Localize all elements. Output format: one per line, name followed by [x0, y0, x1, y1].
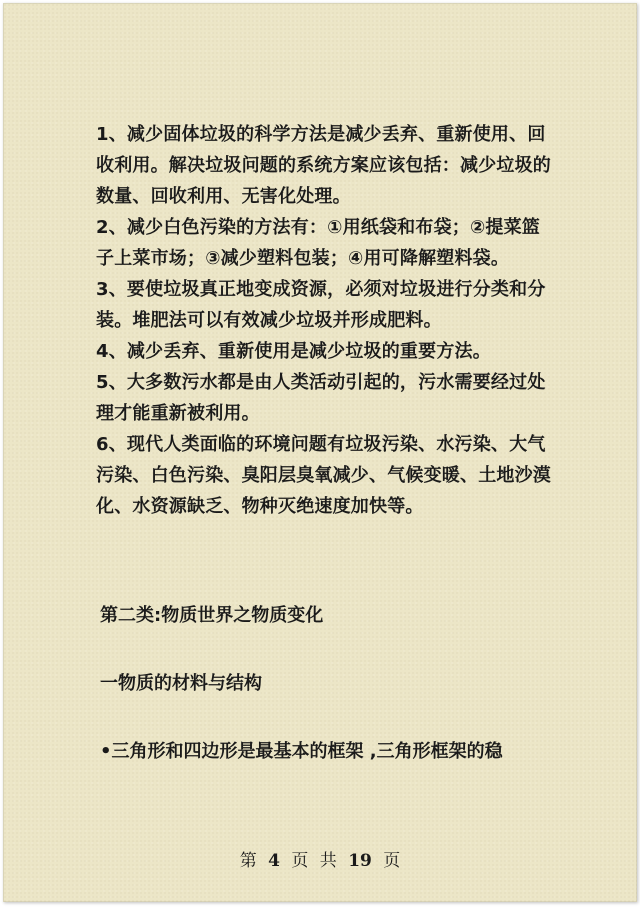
category-heading: 第二类:物质世界之物质变化 — [100, 605, 324, 626]
list-item: 5、大多数污水都是由人类活动引起的，污水需要经过处理才能重新被利用。 — [96, 372, 546, 424]
list-item: 4、减少丢弃、重新使用是减少垃圾的重要方法。 — [96, 341, 491, 362]
list-item: 1、减少固体垃圾的科学方法是减少丢弃、重新使用、回收利用。解决垃圾问题的系统方案应该包括：减少垃圾的数量、回收利用、无害化处理。 — [96, 124, 551, 207]
footer-prefix: 第 — [239, 851, 257, 871]
footer-suffix: 页 — [383, 851, 401, 871]
list-item: 3、要使垃圾真正地变成资源，必须对垃圾进行分类和分装。堆肥法可以有效减少垃圾并形成肥料。 — [96, 279, 546, 331]
footer-middle: 页 共 — [291, 851, 337, 871]
document-page — [3, 3, 637, 902]
total-page-count: 19 — [348, 851, 372, 871]
list-item: 6、现代人类面临的环境问题有垃圾污染、水污染、大气污染、白色污染、臭阳层臭氧减少、气候变暖、土地沙漠化、水资源缺乏、物种灭绝速度加快等。 — [96, 434, 551, 517]
list-item: 2、减少白色污染的方法有：①用纸袋和布袋；②提菜篮子上菜市场；③减少塑料包装；④用可降解塑料袋。 — [96, 217, 541, 269]
bullet-paragraph: •三角形和四边形是最基本的框架 ,三角形框架的稳 — [100, 741, 503, 762]
section-heading: 一物质的材料与结构 — [100, 673, 262, 694]
page-body — [96, 119, 556, 522]
page-footer — [3, 846, 637, 871]
current-page-number: 4 — [268, 851, 280, 871]
